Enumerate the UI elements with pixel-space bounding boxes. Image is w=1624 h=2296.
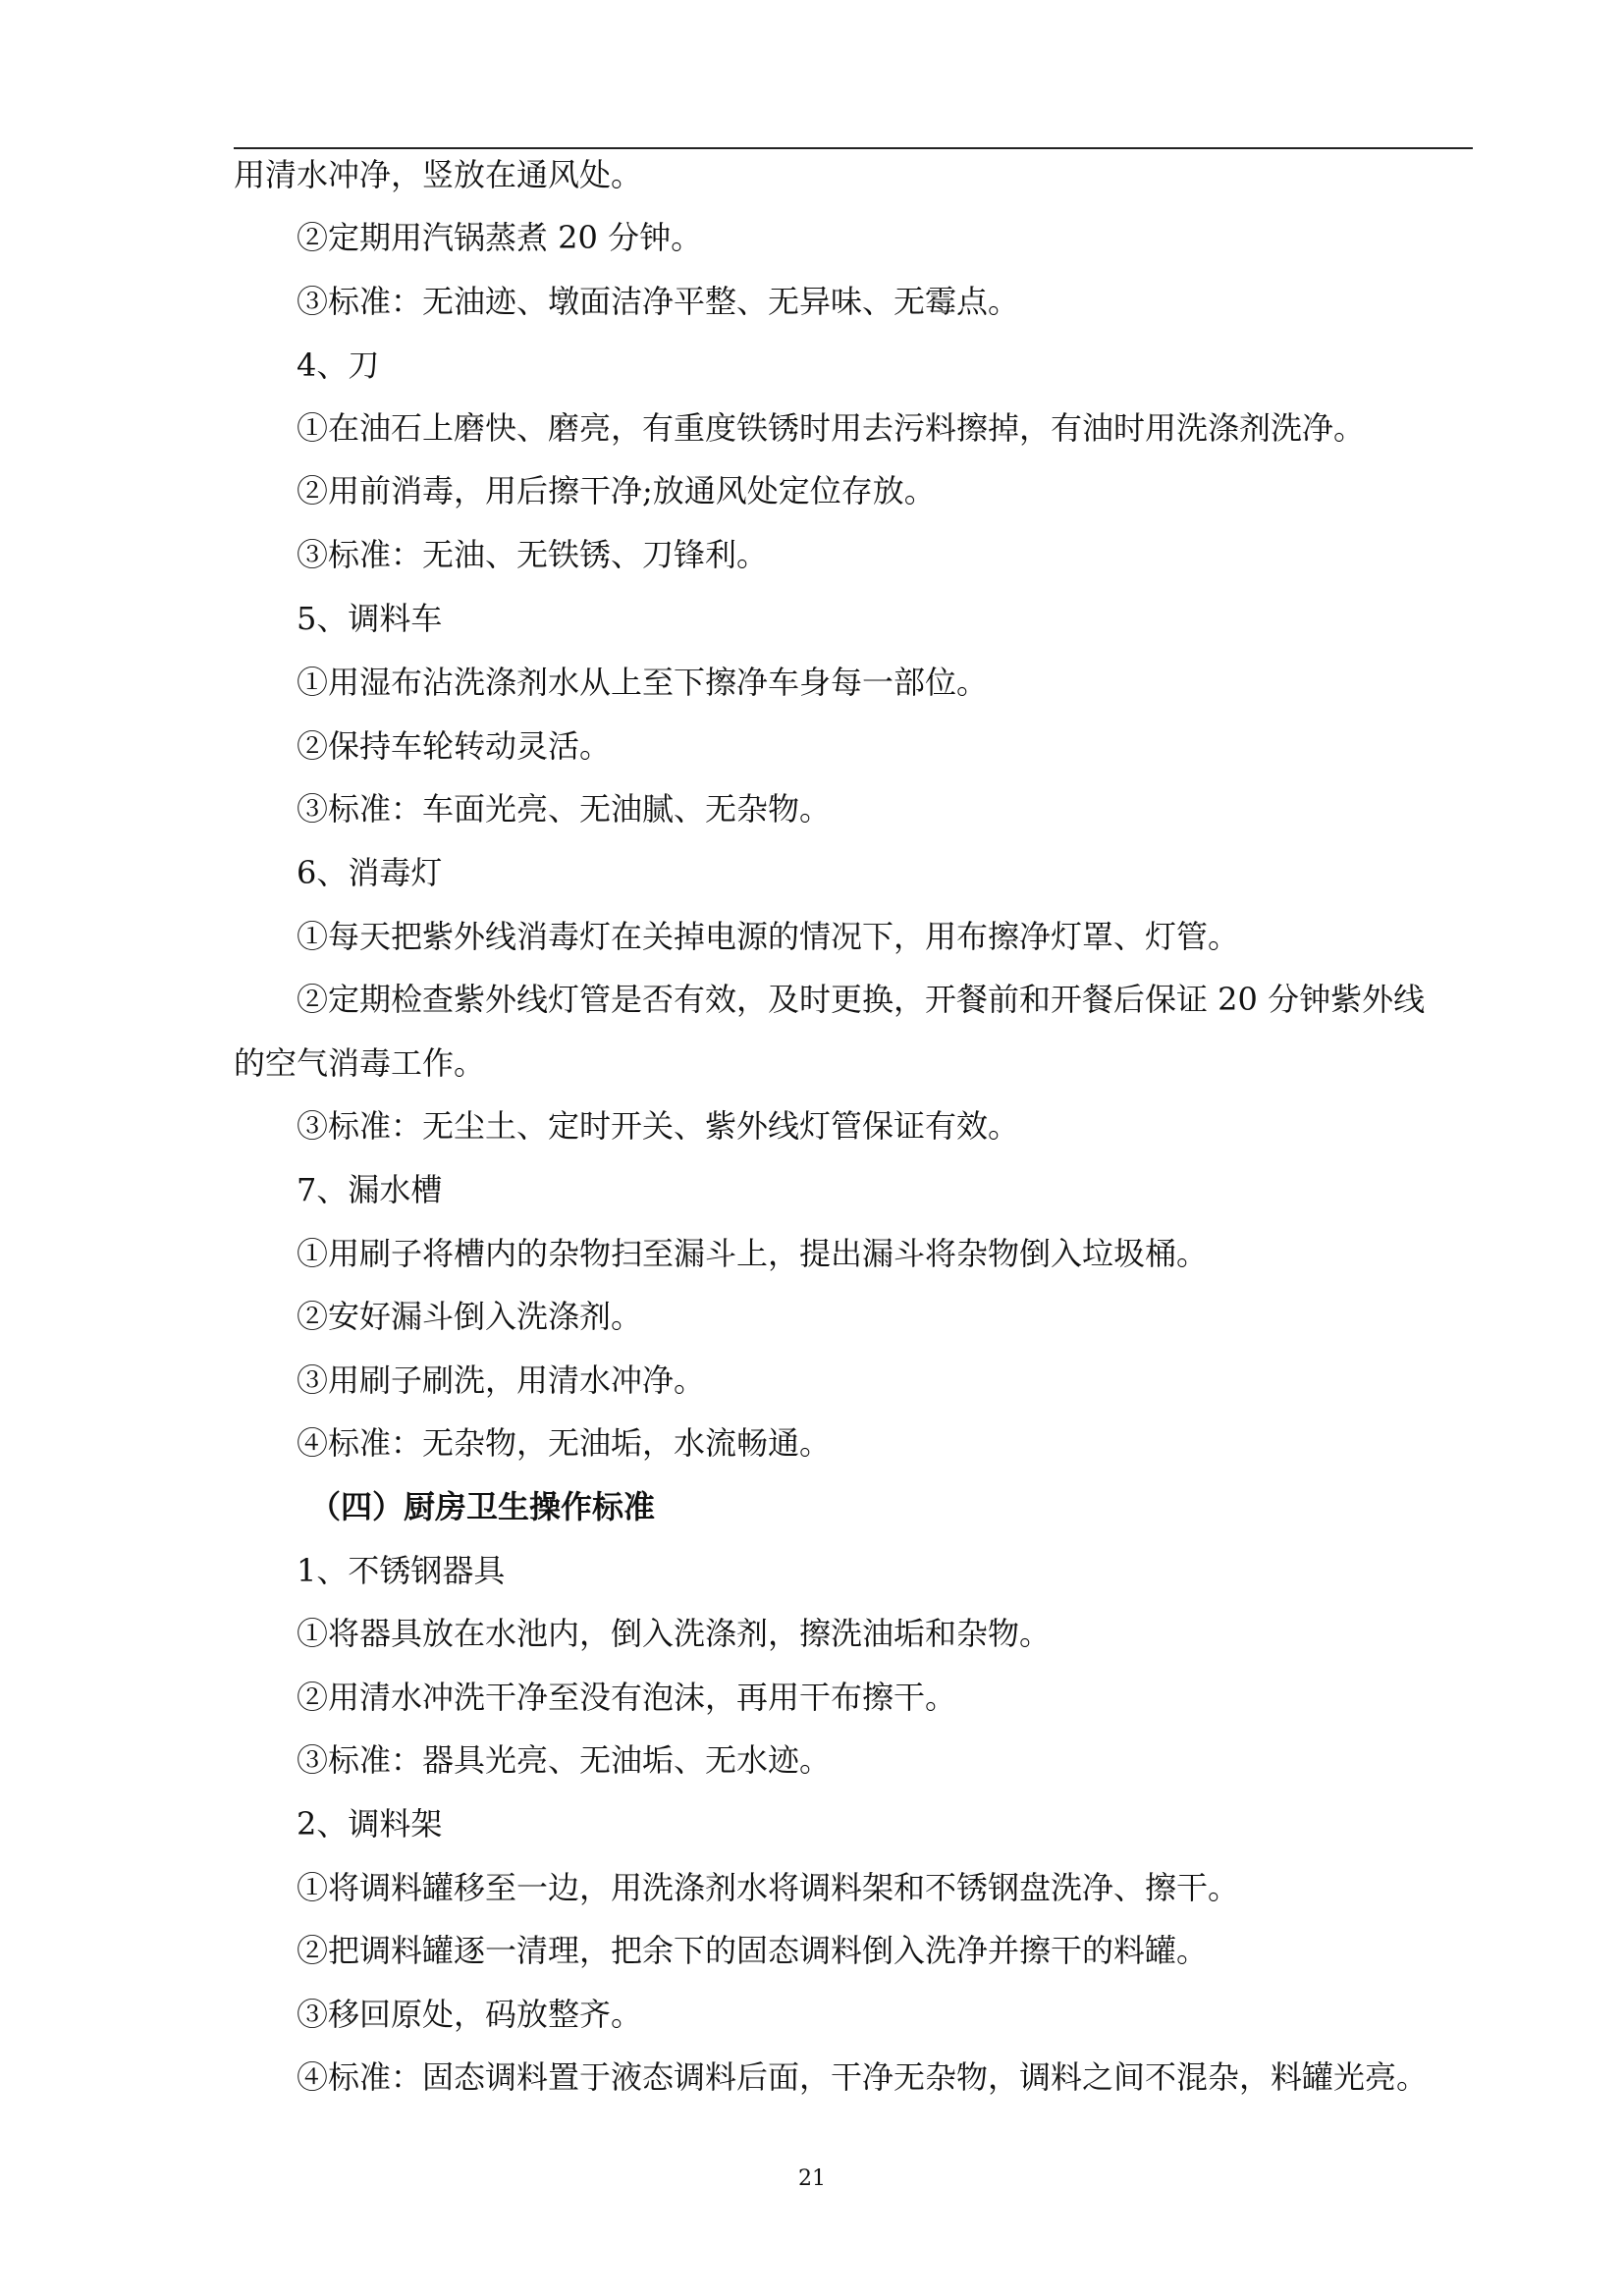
text-line: ④标准：固态调料置于液态调料后面，干净无杂物，调料之间不混杂，料罐光亮。 xyxy=(297,2058,1429,2096)
text-line: ③标准：车面光亮、无油腻、无杂物。 xyxy=(297,790,832,828)
text-line: ③标准：器具光亮、无油垢、无水迹。 xyxy=(297,1741,832,1779)
text-line: ②定期用汽锅蒸煮 20 分钟。 xyxy=(297,219,703,256)
section-item-title: 4、刀 xyxy=(297,347,380,384)
text-line: ②安好漏斗倒入洗涤剂。 xyxy=(297,1298,643,1335)
text-line: ①用刷子将槽内的杂物扫至漏斗上，提出漏斗将杂物倒入垃圾桶。 xyxy=(297,1235,1209,1272)
section-item-title: 7、漏水槽 xyxy=(297,1171,443,1208)
text-line: 的空气消毒工作。 xyxy=(234,1044,486,1082)
text-line: ③移回原处，码放整齐。 xyxy=(297,1996,643,2033)
text-line: ①将器具放在水池内，倒入洗涤剂，擦洗油垢和杂物。 xyxy=(297,1615,1052,1652)
text-line: ①在油石上磨快、磨亮，有重度铁锈时用去污料擦掉，有油时用洗涤剂洗净。 xyxy=(297,409,1366,447)
text-line: ③标准：无油迹、墩面洁净平整、无异味、无霉点。 xyxy=(297,283,1020,320)
text-line: 用清水冲净，竖放在通风处。 xyxy=(234,156,643,193)
section-item-title: 1、不锈钢器具 xyxy=(297,1552,506,1589)
section-item-title: 5、调料车 xyxy=(297,600,443,637)
text-line: ②保持车轮转动灵活。 xyxy=(297,727,612,765)
section-item-title: 2、调料架 xyxy=(297,1805,443,1842)
text-line: ③用刷子刷洗，用清水冲净。 xyxy=(297,1362,706,1399)
text-line: ②用清水冲洗干净至没有泡沫，再用干布擦干。 xyxy=(297,1679,957,1716)
section-heading: （四）厨房卫生操作标准 xyxy=(309,1488,656,1525)
text-line: ②用前消毒，用后擦干净;放通风处定位存放。 xyxy=(297,472,936,509)
text-line: ②定期检查紫外线灯管是否有效，及时更换，开餐前和开餐后保证 20 分钟紫外线 xyxy=(297,981,1426,1018)
text-line: ①每天把紫外线消毒灯在关掉电源的情况下，用布擦净灯罩、灯管。 xyxy=(297,918,1240,955)
text-line: ①将调料罐移至一边，用洗涤剂水将调料架和不锈钢盘洗净、擦干。 xyxy=(297,1869,1240,1906)
page-number: 21 xyxy=(798,2166,826,2191)
text-line: ①用湿布沾洗涤剂水从上至下擦净车身每一部位。 xyxy=(297,664,989,701)
text-line: ②把调料罐逐一清理，把余下的固态调料倒入洗净并擦干的料罐。 xyxy=(297,1932,1209,1969)
text-line: ④标准：无杂物，无油垢，水流畅通。 xyxy=(297,1424,832,1462)
text-line: ③标准：无尘土、定时开关、紫外线灯管保证有效。 xyxy=(297,1107,1020,1145)
section-item-title: 6、消毒灯 xyxy=(297,854,443,891)
text-line: ③标准：无油、无铁锈、刀锋利。 xyxy=(297,536,769,573)
header-rule xyxy=(234,147,1473,149)
